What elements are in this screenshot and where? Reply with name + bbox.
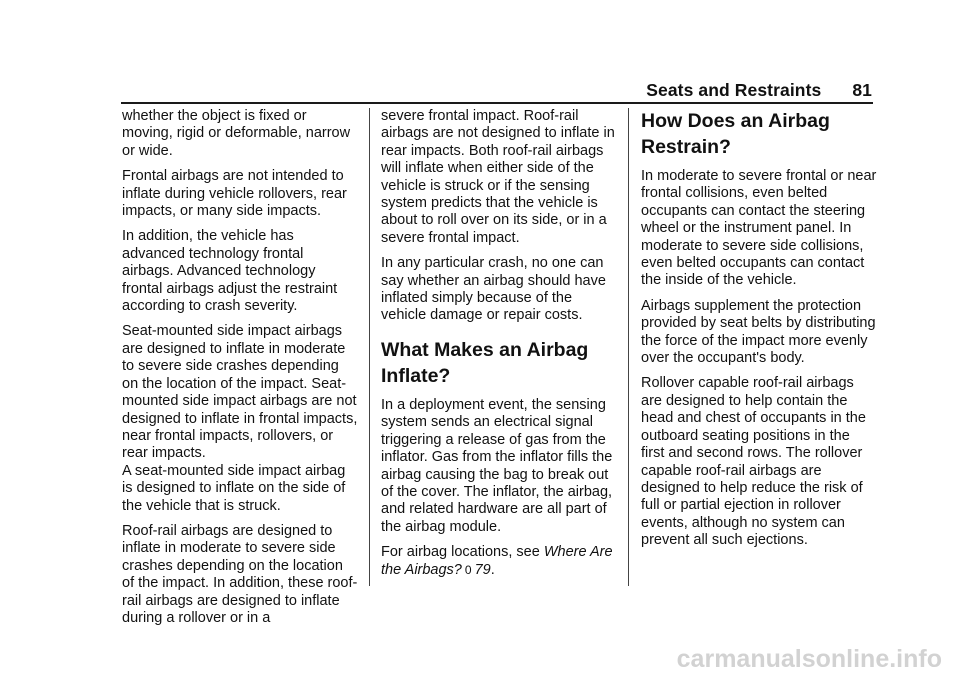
cross-reference-title: Where Are the Airbags? [381, 544, 613, 578]
col1-paragraph-2: Frontal airbags are not intended to inflate during vehicle rollovers, rear impacts, or many side impacts. [122, 168, 347, 220]
column-divider-1 [369, 108, 370, 586]
col1-paragraph-3: In addition, the vehicle has advanced technology frontal airbags. Advanced technology frontal airbags adjust the restraint according to crash severity. [122, 228, 338, 315]
column-divider-2 [628, 108, 629, 586]
col1-paragraph-5: A seat-mounted side impact airbag is designed to inflate on the side of the vehicle that is struck. [122, 462, 346, 514]
reference-prefix: For airbag locations, see [381, 544, 540, 561]
heading-what-makes-airbag-inflate: What Makes an Airbag Inflate? [381, 338, 589, 387]
col3-paragraph-2: Airbags supplement the protection provided by seat belts by distributing the force of the impact more evenly over the occupant's body. [641, 297, 876, 367]
reference-suffix: . [490, 561, 495, 578]
col2-paragraph-3: In a deployment event, the sensing system sends an electrical signal triggering a release of gas from the inflator. Gas from the inflator fills the airbag causing the bag to break out of the cover. The inflator, the airbag, and related hardware are all part of the airbag module. [381, 396, 613, 535]
col1-paragraph-1: whether the object is fixed or moving, rigid or deformable, narrow or wide. [122, 108, 351, 159]
header-rule [121, 102, 873, 104]
page-reference-icon: 0 [464, 562, 472, 577]
column-3 [641, 108, 877, 558]
page-header [646, 80, 872, 101]
column-1 [122, 108, 358, 635]
watermark-text: carmanualsonline.info [676, 645, 942, 673]
col2-paragraph-1: severe frontal impact. Roof-rail airbags are not designed to inflate in rear impacts. Both roof-rail airbags will inflate when either side of the vehicle is struck or if the sensing system predicts that the vehicle is about to roll over on its side, or in a severe frontal impact. [381, 108, 615, 246]
page-number: 81 [852, 80, 872, 100]
heading-how-does-airbag-restrain: How Does an Airbag Restrain? [641, 110, 830, 158]
col1-paragraph-4: Seat-mounted side impact airbags are designed to inflate in moderate to severe side crashes depending on the location of the impact. Seat-mounted side impact airbags are not designed to inflate in frontal impacts, near frontal impacts, rollovers, or rear impacts. [122, 323, 358, 462]
col1-paragraph-6: Roof-rail airbags are designed to inflate in moderate to severe side crashes depending on the location of the impact. In addition, these roof-rail airbags are designed to inflate during a rollover or in a [122, 522, 358, 626]
section-title: Seats and Restraints [646, 80, 822, 100]
col3-paragraph-1: In moderate to severe frontal or near frontal collisions, even belted occupants can contact the steering wheel or the instrument panel. In moderate to severe side collisions, even belted occupants can contact the inside of the vehicle. [641, 168, 877, 289]
col3-paragraph-3: Rollover capable roof-rail airbags are designed to help contain the head and chest of occupants in the outboard seating positions in the first and second rows. The rollover capable roof-rail airbags are designed to help reduce the risk of full or partial ejection in rollover events, although no system can prevent all such ejections. [641, 375, 866, 549]
column-2 [381, 108, 617, 587]
cross-reference-page: 79 [474, 561, 491, 578]
col2-paragraph-4 [381, 544, 617, 579]
col2-paragraph-2: In any particular crash, no one can say whether an airbag should have inflated simply because of the vehicle damage or repair costs. [381, 255, 606, 324]
